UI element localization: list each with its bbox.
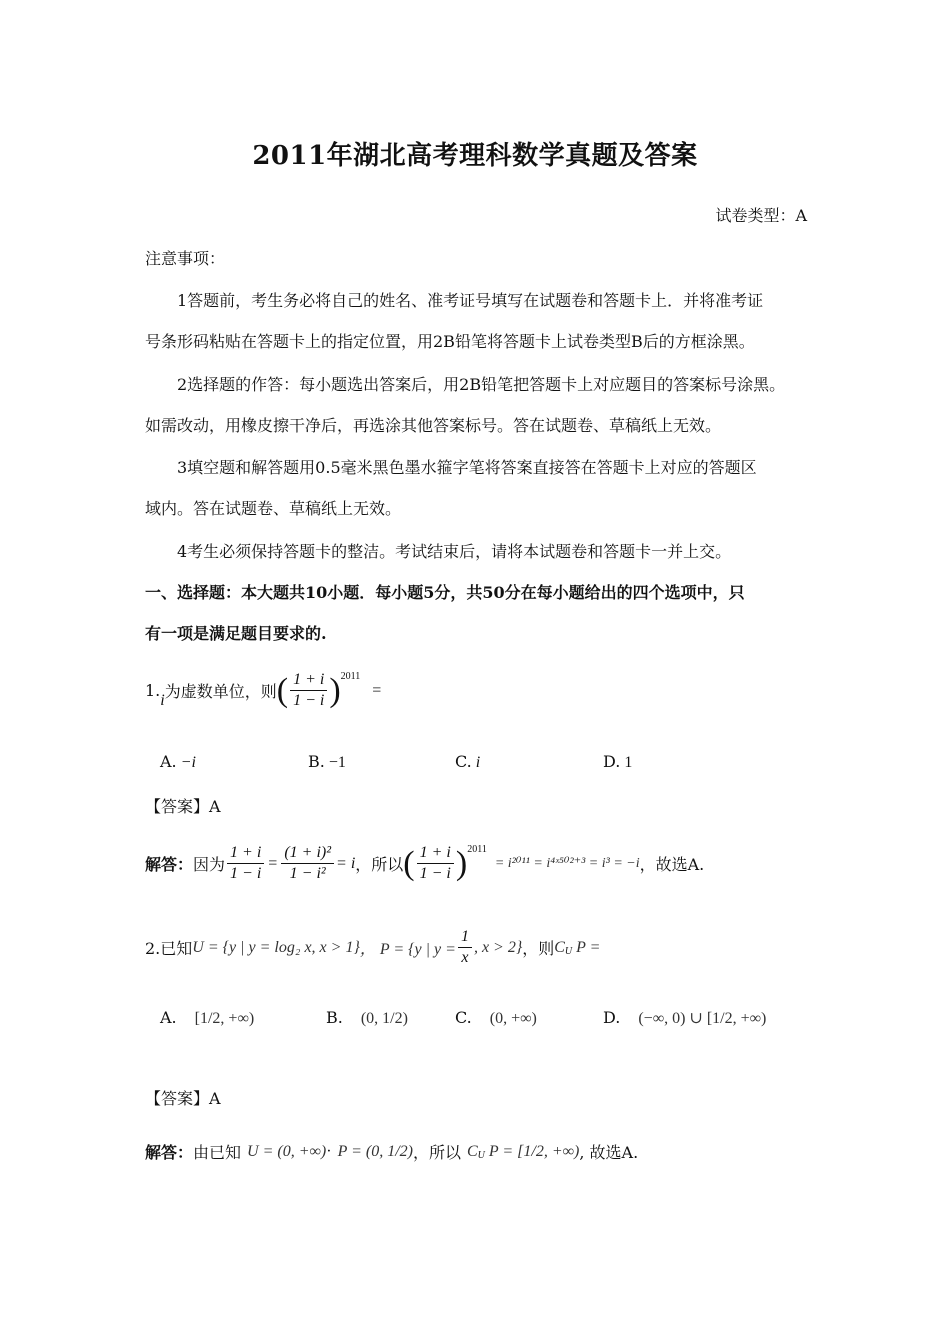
option-c: C. i — [455, 752, 481, 771]
section-heading: 一、选择题：本大题共10小题．每小题5分，共50分在每小题给出的四个选项中，只 — [145, 583, 745, 602]
fraction: $\frac{1 + i}{1 - i}$ — [417, 843, 454, 884]
solution-complement: P = [1/2, +∞) — [488, 1142, 580, 1160]
option-d: D. (−∞, 0) ∪ [1/2, +∞) — [603, 1008, 767, 1027]
solution-text: 因为 — [193, 855, 226, 874]
fraction: $\frac{1 + i}{1 - i}$ — [290, 670, 327, 711]
fraction: $\frac{1 + i}{1 - i}$ — [227, 843, 264, 884]
option-b: B. (0, 1/2) — [326, 1008, 408, 1027]
question-stem: 为虚数单位，则 — [164, 682, 277, 701]
question-number: 2.已知 — [145, 939, 193, 958]
answer: 【答案】A — [145, 1089, 221, 1108]
note-line: 1答题前，考生务必将自己的姓名、准考证号填写在试题卷和答题卡上．并将准考证 — [177, 291, 764, 310]
solution-text: ，所以 — [355, 855, 404, 874]
question-2: 2.已知 U = {y | y = log₂ x, x > 1} ， P = {y | y = $\frac{1}{x}$ , x > 2} ，则 C U P = — [145, 928, 601, 966]
paren-right: ) — [329, 671, 341, 709]
solution-label: 解答： — [145, 855, 194, 874]
solution-u: U = (0, +∞) — [247, 1142, 327, 1160]
solution-text: , 故选A. — [579, 1143, 639, 1162]
question-number: 1. — [145, 681, 161, 700]
solution-chain: = i²⁰¹¹ = i⁴ˣ⁵⁰²⁺³ = i³ = −i — [494, 856, 640, 871]
section-heading: 有一项是满足题目要求的. — [145, 624, 327, 643]
note-line: 域内。答在试题卷、草稿纸上无效。 — [145, 499, 402, 518]
page-title: 2011年湖北高考理科数学真题及答案 — [252, 141, 698, 171]
solution-2: 解答： 由已知 U = (0, +∞) · P = (0, 1/2) ，所以 C U P = [1/2, +∞) , 故选A. — [145, 1140, 638, 1163]
solution-text: ，故选A. — [639, 855, 705, 874]
solution-text: 由已知 — [193, 1143, 242, 1162]
exponent: 2011 — [340, 671, 361, 682]
note-line: 2选择题的作答：每小题选出答案后，用2B铅笔把答题卡上对应题目的答案标号涂黑。 — [177, 375, 786, 394]
fraction: $\frac{1}{x}$ — [458, 927, 472, 968]
option-a: A. −i — [160, 752, 196, 771]
note-line: 4考生必须保持答题卡的整洁。考试结束后，请将本试题卷和答题卡一并上交。 — [177, 542, 732, 561]
answer: 【答案】A — [145, 797, 221, 816]
question-1 — [145, 670, 381, 711]
imaginary-unit: i — [160, 691, 165, 709]
note-line: 号条形码粘贴在答题卡上的指定位置，用2B铅笔将答题卡上试卷类型B后的方框涂黑。 — [145, 332, 755, 351]
paper-type: 试卷类型：A — [715, 206, 807, 225]
option-c: C. (0, +∞) — [455, 1008, 537, 1027]
paren-left: ( — [276, 671, 289, 709]
note-line: 3填空题和解答题用0.5毫米黑色墨水箍字笔将答案直接答在答题卡上对应的答题区 — [177, 458, 757, 477]
solution-equality: = i — [336, 854, 356, 872]
fraction: $\frac{\text{(1 + i)²}}{\text{1 − i²}}$ — [281, 843, 334, 884]
solution-p: P = (0, 1/2) — [337, 1142, 413, 1160]
option-a: A. [1/2, +∞) — [160, 1008, 255, 1027]
option-b: B. −1 — [308, 752, 346, 771]
option-d: D. 1 — [603, 752, 633, 771]
note-line: 如需改动，用橡皮擦干净后，再选涂其他答案标号。答在试题卷、草稿纸上无效。 — [145, 416, 722, 435]
solution-1: 解答： 因为 $\frac{1 + i}{1 - i}$ = $\frac{\text{(1 + i)²}}{\text{1 − i²}}$ = i ，所以 ( $\frac{1 + i}{1 - i}$ ) 2011 = i²⁰¹¹ = i⁴ˣ⁵⁰²⁺³ = i³ = −i ，故选A. — [145, 844, 705, 882]
solution-label: 解答： — [145, 1143, 194, 1162]
notes-heading: 注意事项： — [145, 249, 226, 268]
set-u: U = {y | y = log₂ x, x > 1} — [192, 938, 360, 956]
equals-sign: = — [372, 681, 382, 699]
